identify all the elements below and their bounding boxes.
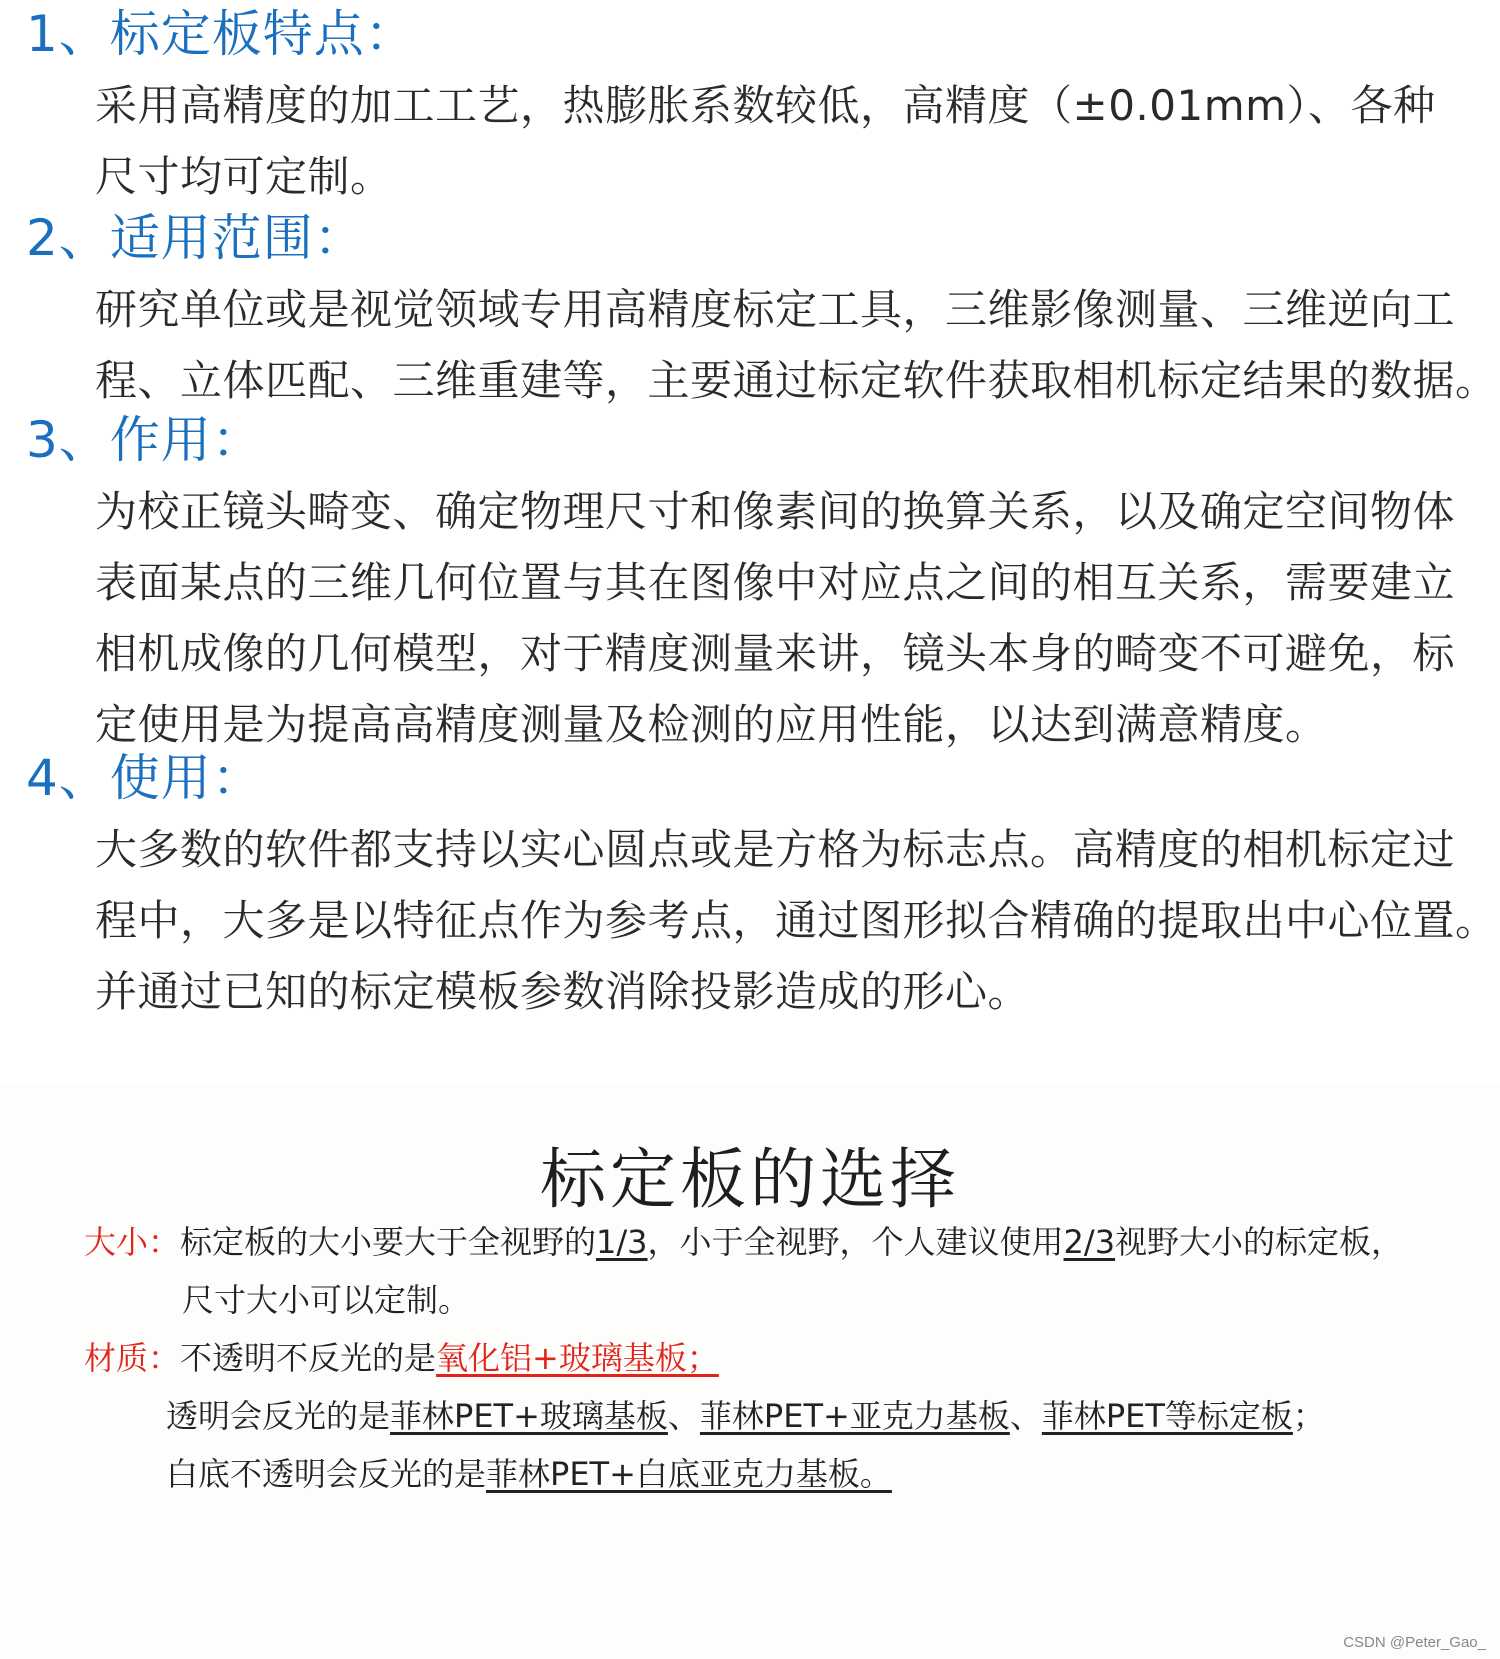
text-line: 表面某点的三维几何位置与其在图像中对应点之间的相互关系，需要建立 bbox=[95, 558, 1456, 607]
text-line: 定使用是为提高高精度测量及检测的应用性能，以达到满意精度。 bbox=[95, 700, 1328, 749]
separator: 、 bbox=[667, 1397, 700, 1435]
material-label: 材质： bbox=[84, 1339, 181, 1377]
material-line2-text: 透明会反光的是 bbox=[166, 1397, 391, 1435]
section-heading-scope: 2、适用范围： bbox=[26, 209, 365, 267]
size-text-a: 标定板的大小要大于全视野的 bbox=[180, 1223, 597, 1261]
separator: 、 bbox=[1009, 1397, 1042, 1435]
section-heading-features: 1、标定板特点： bbox=[26, 5, 416, 63]
section-heading-usage: 4、使用： bbox=[26, 749, 263, 807]
size-line-2: 尺寸大小可以定制。 bbox=[182, 1281, 471, 1319]
material-highlight: 氧化铝+玻璃基板； bbox=[436, 1339, 719, 1377]
material-text-a: 不透明不反光的是 bbox=[180, 1339, 437, 1377]
watermark: CSDN @Peter_Gao_ bbox=[1343, 1634, 1486, 1651]
text-line: 程中，大多是以特征点作为参考点，通过图形拟合精确的提取出中心位置。 bbox=[95, 896, 1498, 945]
material-line-2 bbox=[166, 1396, 1325, 1436]
section-body-usage bbox=[95, 814, 1498, 1027]
size-fraction-a: 1/3 bbox=[596, 1223, 648, 1261]
section-body-features bbox=[95, 70, 1490, 212]
text-line: 研究单位或是视觉领域专用高精度标定工具，三维影像测量、三维逆向工 bbox=[95, 285, 1456, 334]
material-line-3 bbox=[166, 1454, 892, 1494]
size-line-1 bbox=[84, 1222, 1403, 1262]
text-line: 程、立体匹配、三维重建等，主要通过标定软件获取相机标定结果的数据。 bbox=[95, 356, 1498, 405]
material-option-4: 菲林PET+白底亚克力基板。 bbox=[486, 1455, 892, 1493]
material-line-1 bbox=[84, 1338, 719, 1378]
section-body-purpose bbox=[95, 476, 1490, 760]
text-line: 相机成像的几何模型，对于精度测量来讲，镜头本身的畸变不可避免，标 bbox=[95, 629, 1456, 678]
selection-title: 标定板的选择 bbox=[540, 1141, 960, 1218]
line-end: ； bbox=[1292, 1397, 1325, 1435]
material-option-1: 菲林PET+玻璃基板 bbox=[390, 1397, 668, 1435]
section-body-scope bbox=[95, 274, 1498, 416]
text-line: 采用高精度的加工工艺，热膨胀系数较低，高精度（±0.01mm）、各种 bbox=[95, 81, 1436, 130]
size-label: 大小： bbox=[84, 1223, 181, 1261]
text-line: 为校正镜头畸变、确定物理尺寸和像素间的换算关系，以及确定空间物体 bbox=[95, 487, 1456, 536]
section-heading-purpose: 3、作用： bbox=[26, 411, 263, 469]
text-line: 尺寸均可定制。 bbox=[95, 152, 393, 201]
text-line: 大多数的软件都支持以实心圆点或是方格为标志点。高精度的相机标定过 bbox=[95, 825, 1456, 874]
size-text-b: ，小于全视野，个人建议使用 bbox=[647, 1223, 1064, 1261]
material-line3-text: 白底不透明会反光的是 bbox=[166, 1455, 487, 1493]
material-option-2: 菲林PET+亚克力基板 bbox=[699, 1397, 1010, 1435]
text-line: 并通过已知的标定模板参数消除投影造成的形心。 bbox=[95, 967, 1031, 1016]
material-option-3: 菲林PET等标定板 bbox=[1041, 1397, 1293, 1435]
size-text-c: 视野大小的标定板， bbox=[1115, 1223, 1404, 1261]
size-fraction-b: 2/3 bbox=[1063, 1223, 1116, 1261]
